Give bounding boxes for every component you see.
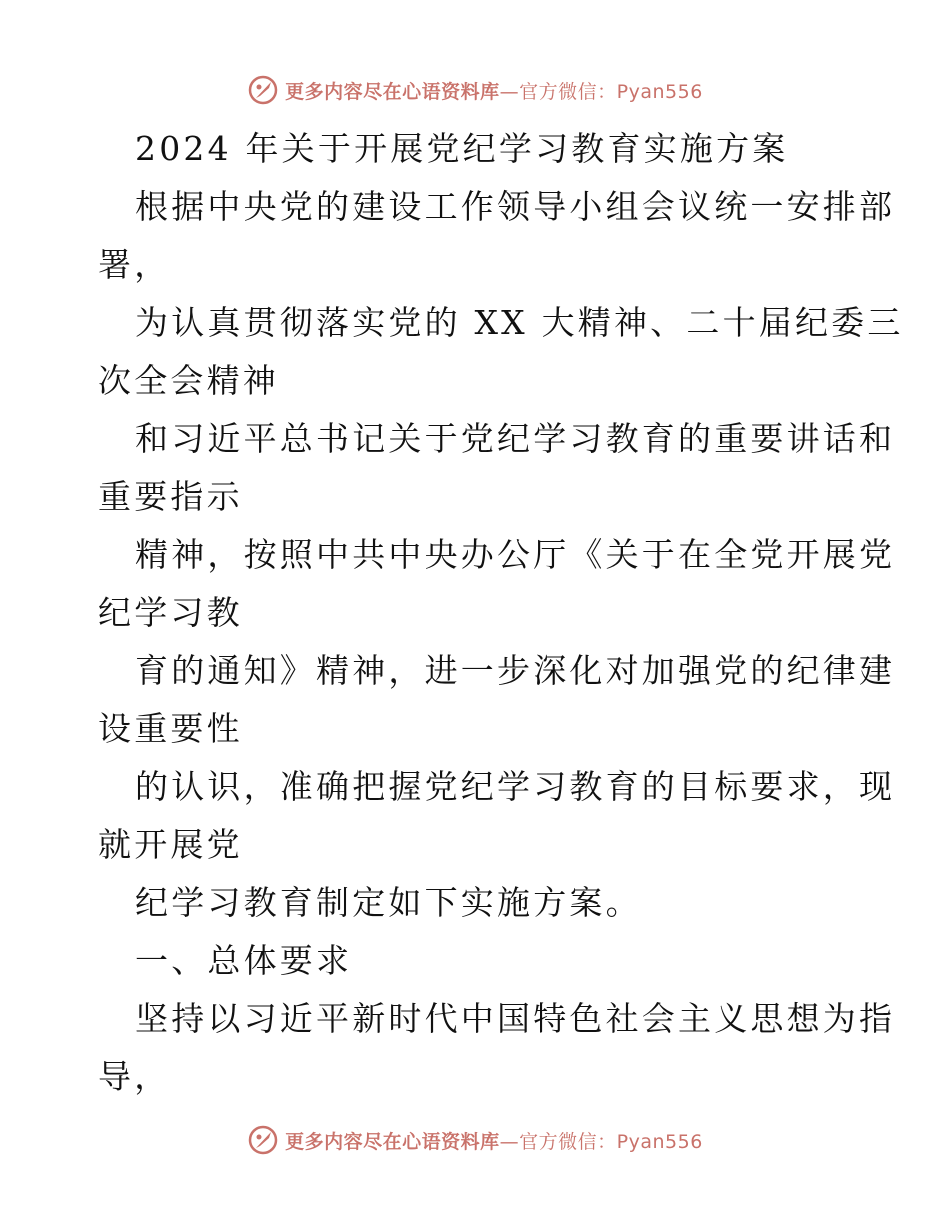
footer-watermark-suffix: —官方微信：Pyan556 bbox=[499, 1130, 703, 1153]
document-line: 坚持以习近平新时代中国特色社会主义思想为指 bbox=[135, 999, 896, 1038]
header-watermark-banner bbox=[0, 70, 950, 110]
document-line: 的认识，准确把握党纪学习教育的目标要求，现 bbox=[135, 767, 896, 806]
document-lines bbox=[98, 178, 904, 1106]
footer-watermark-banner bbox=[0, 1120, 950, 1160]
document-line: 育的通知》精神，进一步深化对加强党的纪律建 bbox=[135, 651, 896, 690]
header-watermark-suffix: —官方微信：Pyan556 bbox=[499, 80, 703, 103]
document-line: 一、总体要求 bbox=[135, 941, 353, 980]
quill-logo-icon bbox=[247, 1124, 279, 1156]
document-line: 为认真贯彻落实党的 XX 大精神、二十届纪委三 bbox=[135, 303, 904, 342]
document-line: 精神，按照中共中央办公厅《关于在全党开展党 bbox=[135, 535, 896, 574]
document-line: 重要指示 bbox=[98, 477, 243, 516]
document-line: 署， bbox=[98, 245, 171, 284]
footer-watermark-text: 更多内容尽在心语资料库—官方微信：Pyan556 bbox=[285, 1130, 703, 1153]
document-line: 导， bbox=[98, 1057, 171, 1096]
document-line: 和习近平总书记关于党纪学习教育的重要讲话和 bbox=[135, 419, 896, 458]
document-line: 设重要性 bbox=[98, 709, 243, 748]
header-watermark-text: 更多内容尽在心语资料库—官方微信：Pyan556 bbox=[285, 80, 703, 103]
document-line: 纪学习教育制定如下实施方案。 bbox=[135, 883, 642, 922]
document-line: 次全会精神 bbox=[98, 361, 279, 400]
document-line: 根据中央党的建设工作领导小组会议统一安排部 bbox=[135, 187, 896, 226]
document-title: 2024 年关于开展党纪学习教育实施方案 bbox=[135, 129, 789, 168]
document-line: 就开展党 bbox=[98, 825, 243, 864]
document-line: 纪学习教 bbox=[98, 593, 243, 632]
document-body bbox=[98, 120, 904, 1106]
quill-logo-icon bbox=[247, 74, 279, 106]
